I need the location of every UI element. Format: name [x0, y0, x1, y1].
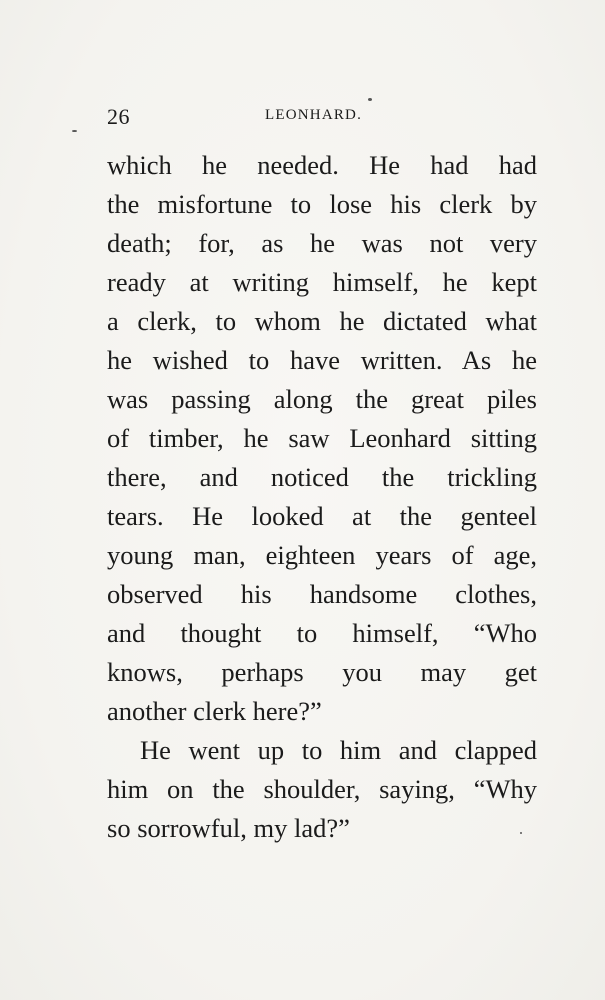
text-line: him on the shoulder, saying, “Why [107, 774, 537, 804]
text-line: so sorrowful, my lad?” [107, 813, 350, 843]
text-line: there, and noticed the trickling [107, 462, 537, 492]
text-line: ready at writing himself, he kept [107, 267, 537, 297]
running-title: LEONHARD. [265, 107, 363, 123]
ink-speck [72, 130, 77, 132]
text-line: He went up to him and clapped [140, 735, 537, 765]
ink-speck [520, 832, 522, 834]
text-line: which he needed. He had had [107, 150, 537, 180]
running-head [107, 104, 537, 128]
text-line: the misfortune to lose his clerk by [107, 189, 537, 219]
ink-speck [368, 98, 372, 101]
paragraph-2 [107, 731, 537, 848]
text-line: another clerk here?” [107, 696, 322, 726]
text-line: knows, perhaps you may get [107, 657, 537, 687]
text-line: young man, eighteen years of age, [107, 540, 537, 570]
text-line: of timber, he saw Leonhard sitting [107, 423, 537, 453]
text-line: was passing along the great piles [107, 384, 537, 414]
paragraph-1 [107, 146, 537, 731]
body-text [107, 146, 537, 848]
text-line: he wished to have written. As he [107, 345, 537, 375]
text-line: observed his handsome clothes, [107, 579, 537, 609]
page-number: 26 [107, 104, 130, 129]
text-line: death; for, as he was not very [107, 228, 537, 258]
text-line: and thought to himself, “Who [107, 618, 537, 648]
text-line: tears. He looked at the genteel [107, 501, 537, 531]
text-line: a clerk, to whom he dictated what [107, 306, 537, 336]
